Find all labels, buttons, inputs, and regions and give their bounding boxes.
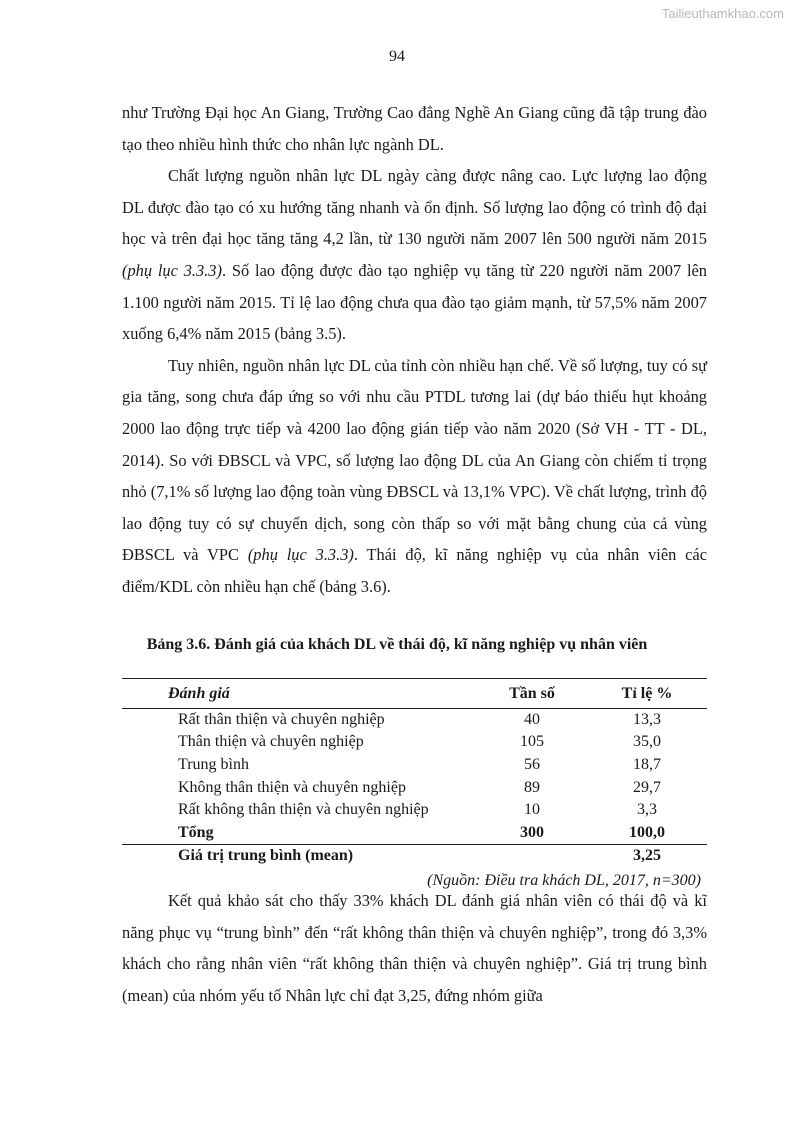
appendix-reference: (phụ lục 3.3.3) (247, 545, 354, 565)
header-evaluation: Đánh giá (122, 679, 477, 709)
row-percent: 3,3 (637, 801, 657, 819)
row-frequency: 89 (524, 778, 540, 796)
total-percent: 100,0 (629, 823, 665, 841)
body-text-bottom (122, 885, 707, 1011)
table-caption: Bảng 3.6. Đánh giá của khách DL về thái độ, kĩ năng nghiệp vụ nhân viên (146, 636, 648, 653)
header-frequency: Tần số (477, 679, 587, 709)
table-source: (Nguồn: Điều tra khách DL, 2017, n=300) (427, 872, 701, 889)
row-frequency: 40 (524, 711, 540, 729)
table-row (122, 731, 707, 754)
row-label: Trung bình (178, 755, 249, 773)
total-frequency: 300 (520, 823, 544, 841)
row-percent: 13,3 (633, 711, 661, 729)
appendix-reference: (phụ lục 3.3.3) (122, 260, 222, 280)
evaluation-table (122, 678, 707, 867)
row-frequency: 10 (524, 801, 540, 819)
row-label: Rất không thân thiện và chuyên nghiệp (178, 801, 429, 819)
row-label: Không thân thiện và chuyên nghiệp (178, 778, 406, 796)
table-header-row (122, 679, 707, 709)
paragraph-4: Kết quả khảo sát cho thấy 33% khách DL đánh giá nhân viên có thái độ và kĩ năng phục vụ “trung bình” đến “rất không thân thiện và chuyên nghiệp”, trong đó 3,3% khách cho rằng nhân viên “rất không thân thiện và chuyên nghiệp”. Giá trị trung bình (mean) của nhóm yếu tố Nhân lực chỉ đạt 3,25, đứng nhóm giữa (122, 891, 707, 1005)
row-label: Thân thiện và chuyên nghiệp (178, 733, 364, 751)
total-label: Tổng (178, 823, 214, 841)
page-number: 94 (389, 48, 405, 65)
mean-value: 3,25 (587, 844, 707, 867)
row-label: Rất thân thiện và chuyên nghiệp (178, 711, 385, 729)
table-row (122, 799, 707, 822)
header-percent: Tỉ lệ % (587, 679, 707, 709)
table-row (122, 776, 707, 799)
paragraph-3 (122, 350, 707, 603)
table-total-row (122, 821, 707, 844)
watermark: Tailieuthamkhao.com (661, 6, 784, 21)
row-frequency: 105 (520, 733, 544, 751)
body-text-top (122, 97, 707, 603)
row-frequency: 56 (524, 755, 540, 773)
paragraph-2-text-a: Chất lượng nguồn nhân lực DL ngày càng được nâng cao. Lực lượng lao động DL được đào tạo có xu hướng tăng nhanh và ổn định. Số lượng lao động có trình độ đại học và trên đại học tăng tăng 4,2 lần, từ 130 người năm 2007 lên 500 người năm 2015 (122, 166, 707, 249)
mean-label: Giá trị trung bình (mean) (122, 844, 477, 867)
mean-frequency (477, 844, 587, 867)
table-mean-row (122, 844, 707, 867)
paragraph-3-text-a: Tuy nhiên, nguồn nhân lực DL của tỉnh còn nhiều hạn chế. Về số lượng, tuy có sự gia tăng, song chưa đáp ứng so với nhu cầu PTDL tương lai (dự báo thiếu hụt khoảng 2000 lao động trực tiếp và 4200 lao động gián tiếp vào năm 2020 (Sở VH - TT - DL, 2014). So với ĐBSCL và VPC, số lượng lao động DL của An Giang còn chiếm tỉ trọng nhỏ (7,1% số lượng lao động toàn vùng ĐBSCL và 13,1% VPC). Về chất lượng, trình độ lao động tuy có sự chuyển dịch, song còn thấp so với mặt bằng chung của cả vùng ĐBSCL và VPC (122, 355, 707, 565)
paragraph-3-text-b: . Thái độ, kĩ năng nghiệp vụ của nhân viên các điểm/KDL còn nhiều hạn chế (bảng 3.6). (122, 545, 707, 596)
paragraph-2-text-b: . Số lao động được đào tạo nghiệp vụ tăng từ 220 người năm 2007 lên 1.100 người năm 2015. Tỉ lệ lao động chưa qua đào tạo giảm mạnh, từ 57,5% năm 2007 xuống 6,4% năm 2015 (bảng 3.5). (122, 260, 708, 344)
paragraph-1: như Trường Đại học An Giang, Trường Cao đẳng Nghề An Giang cũng đã tập trung đào tạo theo nhiều hình thức cho nhân lực ngành DL. (122, 103, 707, 154)
table-row (122, 754, 707, 777)
table-row (122, 709, 707, 732)
row-percent: 18,7 (633, 755, 661, 773)
row-percent: 29,7 (633, 778, 661, 796)
row-percent: 35,0 (633, 733, 661, 751)
paragraph-2 (122, 160, 707, 350)
